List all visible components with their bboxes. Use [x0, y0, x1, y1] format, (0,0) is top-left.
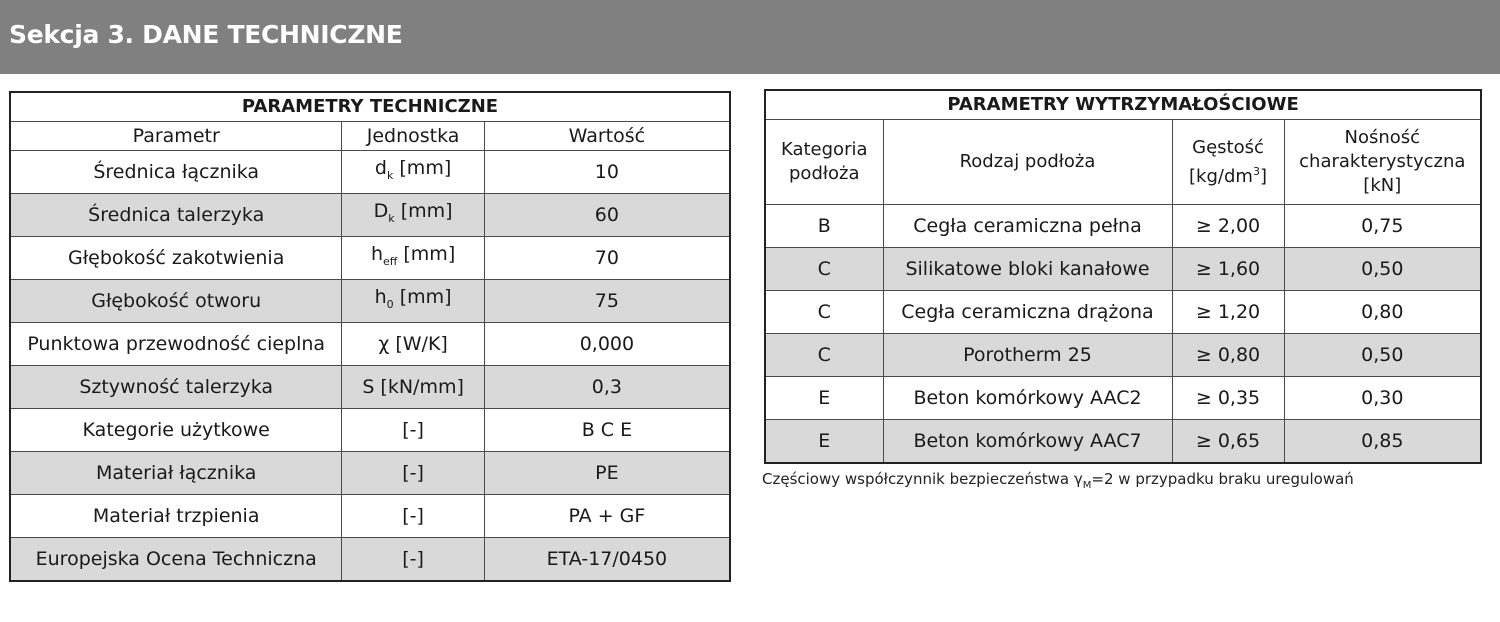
table-row [10, 323, 730, 366]
value-cell: B C E [484, 409, 730, 452]
column-header-parameter: Parametr [10, 122, 342, 151]
capacity-cell: 0,30 [1284, 377, 1481, 420]
column-header-density: Gęstość $[kg/dm^3]$ [1172, 120, 1284, 205]
unit-symbol: D [373, 200, 389, 223]
value-cell: 10 [484, 151, 730, 194]
table-row [10, 495, 730, 538]
section-header [0, 0, 1500, 74]
category-cell: B [765, 205, 883, 248]
category-cell: C [765, 291, 883, 334]
capacity-cell: 0,75 [1284, 205, 1481, 248]
unit-symbol: [-] [402, 505, 424, 527]
unit-cell [342, 194, 484, 237]
table-row [10, 366, 730, 409]
value-cell: 70 [484, 237, 730, 280]
table-row [10, 409, 730, 452]
unit-cell [342, 366, 484, 409]
table-row [10, 538, 730, 582]
unit-symbol: [-] [402, 419, 424, 441]
parameter-cell: Punktowa przewodność cieplna [10, 323, 342, 366]
table-row [10, 194, 730, 237]
substrate-cell: Silikatowe bloki kanałowe [883, 248, 1172, 291]
table-row [765, 248, 1481, 291]
column-header-capacity: Nośność charakterystyczna [kN] [1284, 120, 1481, 205]
value-cell: 0,000 [484, 323, 730, 366]
density-cell: ≥ 0,65 [1172, 420, 1284, 464]
unit-subscript: eff [382, 254, 398, 268]
capacity-cell: 0,50 [1284, 334, 1481, 377]
value-cell: 0,3 [484, 366, 730, 409]
column-header-category: Kategoria podłoża [765, 120, 883, 205]
parameter-cell: Średnica talerzyka [10, 194, 342, 237]
substrate-cell: Porotherm 25 [883, 334, 1172, 377]
unit-subscript: 0 [386, 297, 394, 311]
column-header-value: Wartość [484, 122, 730, 151]
unit-symbol: h [370, 243, 383, 266]
unit-suffix: [mm] [393, 157, 452, 180]
unit-cell [342, 151, 484, 194]
substrate-cell: Beton komórkowy AAC7 [883, 420, 1172, 464]
unit-symbol: h [374, 286, 387, 309]
parameter-cell: Kategorie użytkowe [10, 409, 342, 452]
unit-cell [342, 452, 484, 495]
parameter-cell: Średnica łącznika [10, 151, 342, 194]
density-cell: ≥ 1,20 [1172, 291, 1284, 334]
technical-parameters-table [9, 91, 731, 582]
category-cell: C [765, 248, 883, 291]
table-row [10, 280, 730, 323]
column-header-substrate: Rodzaj podłoża [883, 120, 1172, 205]
category-cell: E [765, 377, 883, 420]
parameter-cell: Materiał trzpienia [10, 495, 342, 538]
table-title: PARAMETRY WYTRZYMAŁOŚCIOWE [765, 90, 1481, 120]
unit-cell [342, 495, 484, 538]
unit-cell [342, 323, 484, 366]
unit-symbol: [-] [402, 548, 424, 570]
unit-symbol: S [kN/mm] [362, 376, 464, 398]
section-title: Sekcja 3. DANE TECHNICZNE [9, 20, 403, 49]
parameter-cell: Materiał łącznika [10, 452, 342, 495]
table-row [765, 205, 1481, 248]
table-title: PARAMETRY TECHNICZNE [10, 92, 730, 122]
parameter-cell: Głębokość zakotwienia [10, 237, 342, 280]
substrate-cell: Cegła ceramiczna pełna [883, 205, 1172, 248]
value-cell: 75 [484, 280, 730, 323]
unit-suffix: [mm] [394, 200, 453, 223]
unit-cell [342, 538, 484, 582]
safety-factor-note: Częściowy współczynnik bezpieczeństwa $\gamma_M=2$ w przypadku braku uregulowań [762, 470, 1354, 491]
category-cell: C [765, 334, 883, 377]
density-cell: ≥ 2,00 [1172, 205, 1284, 248]
parameter-cell: Europejska Ocena Techniczna [10, 538, 342, 582]
value-cell: PA + GF [484, 495, 730, 538]
value-cell: PE [484, 452, 730, 495]
unit-symbol: [-] [402, 462, 424, 484]
value-cell: ETA-17/0450 [484, 538, 730, 582]
unit-subscript: k [386, 168, 394, 182]
value-cell: 60 [484, 194, 730, 237]
table-row [10, 237, 730, 280]
table-row [10, 452, 730, 495]
table-row [765, 334, 1481, 377]
capacity-cell: 0,85 [1284, 420, 1481, 464]
table-row [765, 291, 1481, 334]
table-row [10, 151, 730, 194]
unit-subscript: k [388, 211, 395, 225]
parameter-cell: Sztywność talerzyka [10, 366, 342, 409]
unit-cell [342, 237, 484, 280]
unit-suffix: [mm] [397, 243, 456, 266]
capacity-cell: 0,50 [1284, 248, 1481, 291]
table-row [765, 420, 1481, 464]
density-cell: ≥ 0,80 [1172, 334, 1284, 377]
density-cell: ≥ 0,35 [1172, 377, 1284, 420]
substrate-cell: Cegła ceramiczna drążona [883, 291, 1172, 334]
unit-suffix: [mm] [393, 286, 452, 309]
density-cell: ≥ 1,60 [1172, 248, 1284, 291]
unit-symbol: χ [W/K] [378, 333, 448, 355]
unit-cell [342, 280, 484, 323]
unit-cell [342, 409, 484, 452]
category-cell: E [765, 420, 883, 464]
unit-symbol: d [374, 157, 387, 180]
table-row [765, 377, 1481, 420]
strength-parameters-table [764, 89, 1482, 464]
substrate-cell: Beton komórkowy AAC2 [883, 377, 1172, 420]
capacity-cell: 0,80 [1284, 291, 1481, 334]
column-header-unit: Jednostka [342, 122, 484, 151]
parameter-cell: Głębokość otworu [10, 280, 342, 323]
